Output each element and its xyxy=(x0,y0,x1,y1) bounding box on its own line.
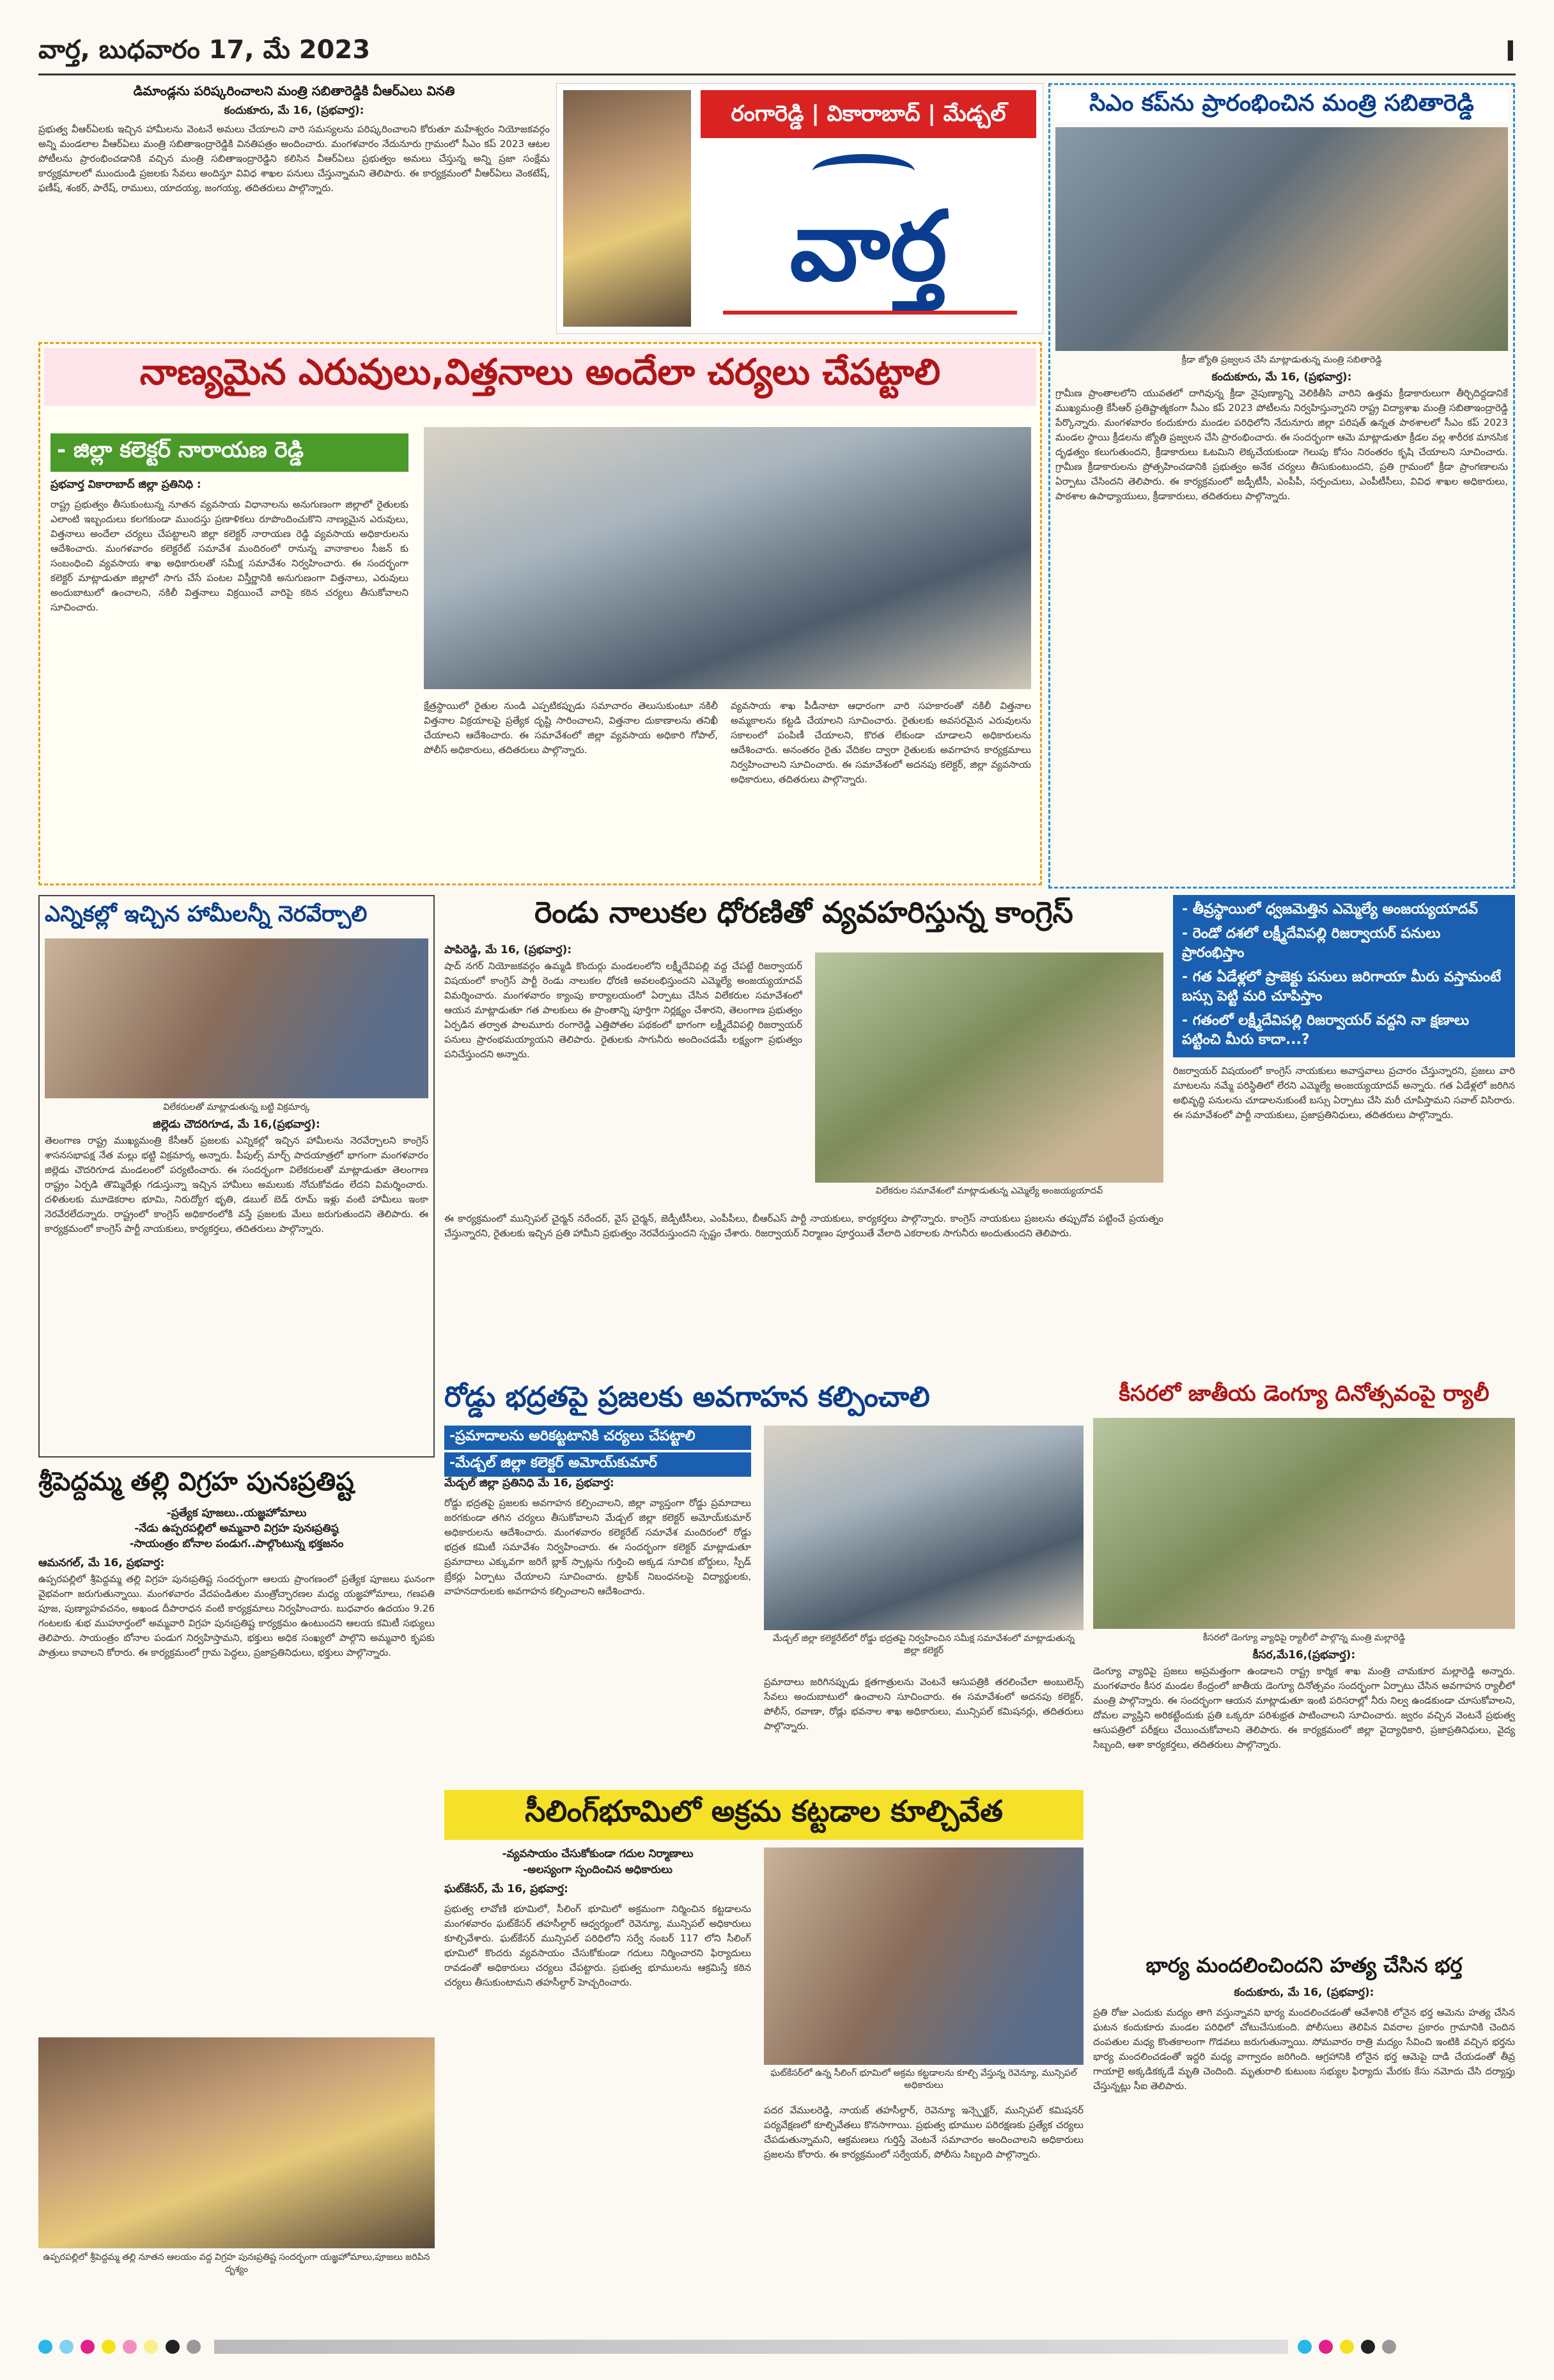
story-subhead-2: -అలస్యంగా స్పందించిన అధికారులు xyxy=(522,1863,673,1876)
story-subhead-1: -వ్యవసాయం చేసుకోకుండా గదుల నిర్మాణాలు xyxy=(502,1847,694,1860)
story-body: షాద్ నగర్ నియోజకవర్గం ఉమ్మడి కొందుర్గు మండలంలోని లక్ష్మీదేవిపల్లి వద్ద చేపట్టే రిజర్వాయర్ విషయంలో కాంగ్రెస్ పార్టీ రెండు నాలుకల ధోరణి అవలంభిస్తుందని ఎమ్మెల్యే అంజయ్యయాదవ్ విమర్శించారు. మంగళవారం క్యాంపు కార్యాలయంలో ఏర్పాటు చేసిన విలేకరుల సమావేశంలో ఆయన మాట్లాడుతూ గత పాలకులు ఈ ప్రాంతాన్ని పూర్తిగా నిర్లక్ష్యం చేశారని, తెలంగాణ ప్రభుత్వం ఏర్పడిన తర్వాత పాలమూరు రంగారెడ్డి ఎత్తిపోతల పథకంలో భాగంగా లక్ష్మీదేవిపల్లి రిజర్వాయర్ పనులు ప్రారంభమయ్యాయని తెలిపారు. రైతులకు సాగునీరు అందించడమే లక్ష్యంగా ప్రభుత్వం పనిచేస్తుందని అన్నారు. xyxy=(444,960,802,1060)
story-congress-highlights xyxy=(1173,895,1515,1368)
story-dateline: కందుకూరు, మే 16, (ప్రభవార్త): xyxy=(224,104,364,117)
story-body: రాష్ట్ర ప్రభుత్వం తీసుకుంటున్న నూతన వ్యవసాయ విధానాలను అనుగుణంగా జిల్లాలో రైతులకు ఎలాంటి ఇబ్బందులు కలగకుండా ముందస్తు ప్రణాళికలు రూపొందించుకొని నాణ్యమైన ఎరువులు, విత్తనాలు అందేలా చర్యలు చేపట్టాలని జిల్లా కలెక్టర్ నారాయణ రెడ్డి వ్యవసాయ అధికారులను ఆదేశించారు. మంగళవారం కలెక్టరేట్ సమావేశ మందిరంలో రానున్న వానాకాలం సీజన్ కు సంబంధించి వ్యవసాయ శాఖ అధికారులతో సమీక్ష సమావేశం నిర్వహించారు. ఈ సందర్భంగా కలెక్టర్ మాట్లాడుతూ జిల్లాలో సాగు చేసే పంటల విస్తీర్ణానికి అనుగుణంగా విత్తనాలు, ఎరువులు అందుబాటులో ఉంచాలని, నకిలీ విత్తనాలు విక్రయించే వారిపై కఠిన చర్యలు తీసుకోవాలని సూచించారు. xyxy=(51,499,408,613)
story-dateline: పాపిరెడ్డి, మే 16, (ప్రభవార్త): xyxy=(444,944,572,956)
print-color-bar xyxy=(38,2340,1516,2359)
story-idol xyxy=(38,1467,435,2324)
story-headline: సీలింగ్‌భూమిలో అక్రమ కట్టడాల కూల్చివేత xyxy=(444,1790,1084,1840)
story-body: ప్రతి రోజు ఎందుకు మద్యం తాగి వస్తున్నావని భార్య మందలించడంతో ఆవేశానికి లోనైన భర్త ఆమెను హత్య చేసిన ఘటన కందుకూరు మండల పరిధిలో చోటుచేసుకుంది. పోలీసులు తెలిపిన వివరాల ప్రకారం గ్రామానికి చెందిన దంపతుల మధ్య కొంతకాలంగా గొడవలు జరుగుతున్నాయి. సోమవారం రాత్రి మద్యం సేవించి ఇంటికి వచ్చిన భర్తను భార్య మందలించడంతో ఇద్దరి మధ్య వాగ్వాదం జరిగింది. ఆగ్రహానికి లోనైన భర్త ఆమెపై దాడి చేయడంతో తీవ్ర గాయాలై అక్కడికక్కడే మృతి చెందింది. మృతురాలి కుటుంబ సభ్యుల ఫిర్యాదు మేరకు కేసు నమోదు చేసి దర్యాప్తు చేస్తున్నట్లు సీఐ తెలిపారు. xyxy=(1093,2007,1515,2092)
yellow-dot xyxy=(102,2340,116,2354)
highlights-box xyxy=(1173,895,1515,1057)
page-header xyxy=(38,35,1516,75)
story-body: ప్రభుత్వ వీఆర్ఏలకు ఇచ్చిన హామీలను వెంటనే అమలు చేయాలని వారి సమస్యలను పరిష్కరించాలని కోరుతూ మహేశ్వరం నియోజకవర్గం అన్ని మండలాల వీఆర్ఏలు మంత్రి సబితాఇంద్రారెడ్డికి వినతిపత్రం అందించారు. మంగళవారం నేదునూరు గ్రామంలో సీఎం కప్ 2023 ఆటల పోటీలను ప్రారంభించడానికి వచ్చిన మంత్రి సబితాఇంద్రారెడ్డిని కలిసిన వీఆర్ఏలు ప్రభుత్వం అమలు చేస్తున్న అన్ని ప్రజా సంక్షేమ కార్యక్రమాలలో ముందుండి ప్రజలకు సేవలు అందిస్తూ వివిధ శాఖల పనులు చేస్తున్నామని తెలిపారు. ఈ కార్యక్రమంలో వీఆర్ఏలు వెంకటేష్, ఫణీష్, శంకర్, పారేష్, రాములు, యాదయ్య, జంగయ్య, తదితరులు పాల్గొన్నారు. xyxy=(38,123,550,194)
cyan-dot xyxy=(1298,2340,1312,2354)
yellow-dot xyxy=(1340,2340,1354,2354)
cyan-dot xyxy=(38,2340,52,2354)
gray-dot xyxy=(1382,2340,1396,2354)
logo-underline xyxy=(723,311,1017,315)
story-seeds xyxy=(38,342,1042,885)
story-subhead: - జిల్లా కలెక్టర్ నారాయణ రెడ్డి xyxy=(51,433,408,472)
story-dateline: కందుకూరు, మే 16, (ప్రభవార్త): xyxy=(1211,371,1352,384)
magenta-dot xyxy=(81,2340,95,2354)
story-subhead-2: -మేడ్చల్ జిల్లా కలెక్టర్ అమోయ్‌కుమార్ xyxy=(444,1452,751,1477)
story-dateline: జిల్లెడు చౌదరిగూడ, మే 16,(ప్రభవార్త): xyxy=(153,1118,320,1131)
story-photo xyxy=(764,1426,1084,1630)
story-photo xyxy=(815,953,1163,1183)
page-number: I xyxy=(1505,35,1516,68)
story-caption: విలేకరులతో మాట్లాడుతున్న బట్టి విక్రమార్క xyxy=(163,1102,310,1112)
story-cm-cup xyxy=(1048,83,1515,889)
story-headline: రోడ్డు భద్రతపై ప్రజలకు అవగాహన కల్పించాలి xyxy=(444,1381,930,1413)
gray-dot xyxy=(187,2340,201,2354)
story-caption: ఉప్పరపల్లిలో శ్రీపెద్దమ్మ తల్లి నూతన ఆలయం వద్ద విగ్రహ పునఃప్రతిష్ట సందర్భంగా యజ్ఞహోమాలు,పూజలు జరిపిన దృశ్యం xyxy=(43,2252,430,2275)
story-caption: కీసరలో డెంగ్యూ వ్యాధిపై ర్యాలీలో పాల్గొన్న మంత్రి మల్లారెడ్డి xyxy=(1202,1633,1406,1643)
magenta-dot xyxy=(1319,2340,1333,2354)
story-congress xyxy=(444,895,1163,1368)
story-photo xyxy=(1055,127,1508,351)
temple-image xyxy=(563,90,691,327)
story-body: డెంగ్యూ వ్యాధిపై ప్రజలు అప్రమత్తంగా ఉండాలని రాష్ట్ర కార్మిక శాఖ మంత్రి చామకూర మల్లారెడ్డి అన్నారు. మంగళవారం కీసర మండల కేంద్రంలో జాతీయ డెంగ్యూ దినోత్సవం సందర్భంగా ఏర్పాటు చేసిన అవగాహన ర్యాలీలో మంత్రి పాల్గొన్నారు. ఈ సందర్భంగా ఆయన మాట్లాడుతూ ఇంటి పరిసరాల్లో నీరు నిల్వ ఉండకుండా చూసుకోవాలని, దోమల వ్యాప్తిని అరికట్టేందుకు ప్రతి ఒక్కరూ పరిశుభ్రత పాటించాలని సూచించారు. జ్వరం వచ్చిన వెంటనే ప్రభుత్వ ఆసుపత్రిలో పరీక్షలు చేయించుకోవాలని తెలిపారు. ఈ కార్యక్రమంలో జిల్లా వైద్యాధికారి, ప్రజాప్రతినిధులు, వైద్య సిబ్బంది, ఆశా కార్యకర్తలు, తదితరులు పాల్గొన్నారు. xyxy=(1093,1665,1515,1750)
story-headline: కీసరలో జాతీయ డెంగ్యూ దినోత్సవంపై ర్యాలీ xyxy=(1119,1381,1489,1406)
story-caption: విలేకరుల సమావేశంలో మాట్లాడుతున్న ఎమ్మెల్యే అంజయ్యయాదవ్ xyxy=(875,1186,1103,1196)
story-headline: ఎన్నికల్లో ఇచ్చిన హామీలన్నీ నెరవేర్చాలి xyxy=(45,901,368,927)
highlight-item: - గతంలో లక్ష్మీదేవిపల్లి రిజర్వాయర్ వద్దని నా క్షణాలు పట్టించి మీరు కాదా...? xyxy=(1182,1013,1470,1048)
story-body: తెలంగాణ రాష్ట్ర ముఖ్యమంత్రి కేసీఆర్ ప్రజలకు ఎన్నికల్లో ఇచ్చిన హామీలను నెరవేర్చాలని కాంగ్రెస్ శాసనసభాపక్ష నేత మల్లు భట్టి విక్రమార్క అన్నారు. పీపుల్స్ మార్చ్ పాదయాత్రలో భాగంగా మంగళవారం జిల్లెడు చౌదరిగూడ మండలంలో పర్యటించారు. ఈ సందర్భంగా విలేకరులతో మాట్లాడుతూ తెలంగాణ రాష్ట్రం ఏర్పడి తొమ్మిదేళ్లు గడుస్తున్నా ఇచ్చిన హామీలు అమలుకు నోచుకోవడం లేదని విమర్శించారు. దళితులకు మూడెకరాల భూమి, నిరుద్యోగ భృతి, డబుల్ బెడ్ రూమ్ ఇళ్లు వంటి హామీలు ఇంకా నెరవేరలేదన్నారు. రాష్ట్రంలో కాంగ్రెస్ అధికారంలోకి వస్తే ప్రజలకు మేలు జరుగుతుందని తెలిపారు. ఈ కార్యక్రమంలో కాంగ్రెస్ పార్టీ నాయకులు, కార్యకర్తలు, తదితరులు పాల్గొన్నారు. xyxy=(45,1135,428,1234)
story-body-2: ప్రమాదాలు జరిగినప్పుడు క్షతగాత్రులను వెంటనే ఆసుపత్రికి తరలించేలా అంబులెన్స్ సేవలు అందుబాటులో ఉంచాలని సూచించారు. ఈ సమావేశంలో అదనపు కలెక్టర్, పోలీస్, రవాణా, రోడ్లు భవనాల శాఖ అధికారులు, మున్సిపల్ కమిషనర్లు, తదితరులు పాల్గొన్నారు. xyxy=(764,1676,1084,1732)
page-header-title: వార్త, బుధవారం 17, మే 2023 xyxy=(38,35,371,65)
story-dateline: ప్రభవార్త వికారాబాద్ జిల్లా ప్రతినిధి : xyxy=(51,478,201,491)
story-dateline: ఘట్‌కేసర్, మే 16, ప్రభవార్త: xyxy=(444,1883,568,1895)
highlight-item: - తీవ్రస్థాయిలో ధ్వజమెత్తిన ఎమ్మెల్యే అంజయ్యయాదవ్ xyxy=(1182,901,1478,917)
story-road xyxy=(444,1381,1084,1777)
story-subhead-1: -ప్రమాదాలను అరికట్టటానికి చర్యలు చేపట్టాలి xyxy=(444,1426,751,1450)
story-body-2: ఈ కార్యక్రమంలో మున్సిపల్ చైర్మన్ నరేందర్, వైస్ చైర్మన్, జెడ్పీటీసీలు, ఎంపీపీలు, బీఆర్ఎస్ పార్టీ నాయకులు, కార్యకర్తలు పాల్గొన్నారు. కాంగ్రెస్ నాయకులు ప్రజలను తప్పుదోవ పట్టించే ప్రయత్నం చేస్తున్నారని, రైతులకు ఇచ్చిన ప్రతి హామీని ప్రభుత్వం నెరవేరుస్తుందని స్పష్టం చేశారు. రిజర్వాయర్ నిర్మాణం పూర్తయితే వేలాది ఎకరాలకు సాగునీరు అందుతుందని తెలిపారు. xyxy=(444,1213,1163,1239)
story-headline: సిఎం కప్‌ను ప్రారంభించిన మంత్రి సబితారెడ్డి xyxy=(1055,90,1508,122)
yellow-dot xyxy=(144,2340,158,2354)
story-body: ఉప్పరపల్లిలో శ్రీపెద్దమ్మ తల్లి విగ్రహ పునఃప్రతిష్ట సందర్భంగా ఆలయ ప్రాంగణంలో ప్రత్యేక పూజలు ఘనంగా వైభవంగా జరుగుతున్నాయి. మంగళవారం వేదపండితుల మంత్రోచ్ఛారణల మధ్య యజ్ఞహోమాలు, గణపతి పూజ, పుణ్యాహవచనం, అఖండ దీపారాధన వంటి కార్యక్రమాలు నిర్వహించారు. బుధవారం ఉదయం 9.26 గంటలకు శుభ ముహూర్తంలో అమ్మవారి విగ్రహ పునఃప్రతిష్ట కార్యక్రమం ఉంటుందని ఆలయ కమిటీ సభ్యులు తెలిపారు. సాయంత్రం బోనాల పండుగ నిర్వహిస్తామని, భక్తులు అధిక సంఖ్యలో పాల్గొని అమ్మవారి కృపకు పాత్రులు కావాలని కోరారు. ఈ కార్యక్రమంలో గ్రామ పెద్దలు, ప్రజాప్రతినిధులు, భక్తులు పాల్గొన్నారు. xyxy=(38,1573,435,1658)
story-caption: క్రీడా జ్యోతి ప్రజ్వలన చేసి మాట్లాడుతున్న మంత్రి సబితారెడ్డి xyxy=(1181,355,1382,365)
gray-bar xyxy=(214,2340,1288,2354)
bird-icon xyxy=(812,154,915,189)
story-caption: మేడ్చల్ జిల్లా కలెక్టరేట్‌లో రోడ్డు భద్రతపై నిర్వహించిన సమీక్ష సమావేశంలో మాట్లాడుతున్న జిల్లా కలెక్టర్ xyxy=(773,1633,1075,1656)
story-photo xyxy=(424,427,1031,689)
story-body-2: క్షేత్రస్థాయిలో రైతుల నుండి ఎప్పటికప్పుడు సమాచారం తెలుసుకుంటూ నకిలీ విత్తనాల విక్రయాలపై ప్రత్యేక దృష్టి సారించాలని, విత్తనాల దుకాణాలను తనిఖీ చేయాలని ఆదేశించారు. ఈ సమావేశంలో జిల్లా వ్యవసాయ అధికారి గోపాల్, పోలీస్ అధికారులు, తదితరులు పాల్గొన్నారు. xyxy=(424,700,718,756)
story-promises xyxy=(38,895,435,1458)
edition-banner: రంగారెడ్డి | వికారాబాద్ | మేడ్చల్ xyxy=(701,90,1036,138)
story-photo xyxy=(764,1847,1084,2065)
story-subhead-2: -నేడు ఉప్పరపల్లిలో అమ్మవారి విగ్రహ పునఃప్రతిష్ఠ xyxy=(134,1522,339,1535)
story-subhead-3: -సాయంత్రం బోనాల పండుగ..పాల్గొంటున్న భక్తజనం xyxy=(129,1537,344,1550)
cyan-dot xyxy=(59,2340,74,2354)
story-ceiling xyxy=(444,1790,1084,2327)
story-body-2: పదర వేములరెడ్డి, నాయబ్ తహసీల్దార్, రెవెన్యూ ఇన్స్పెక్టర్, మున్సిపల్ కమిషనర్ పర్యవేక్షణలో కూల్చివేతలు కొనసాగాయి. ప్రభుత్వ భూముల పరిరక్షణకు ప్రత్యేక చర్యలు చేపడుతున్నామని, ఆక్రమణలు గుర్తిస్తే వెంటనే సమాచారం అందించాలని అధికారులు ప్రజలను కోరారు. ఈ కార్యక్రమంలో సర్వేయర్, పోలీసు సిబ్బంది పాల్గొన్నారు. xyxy=(764,2104,1084,2160)
story-dateline: కందుకూరు, మే 16, (ప్రభవార్త): xyxy=(1234,1986,1374,1999)
magenta-dot xyxy=(123,2340,137,2354)
story-headline: భార్య మందలించిందని హత్య చేసిన భర్త xyxy=(1146,1953,1463,1977)
story-body: రిజర్వాయర్ విషయంలో కాంగ్రెస్ నాయకులు అవాస్తవాలు ప్రచారం చేస్తున్నారని, ప్రజలు వారి మాటలను నమ్మే పరిస్థితిలో లేరని ఎమ్మెల్యే అంజయ్యయాదవ్ అన్నారు. గత ఏడేళ్లలో జరిగిన అభివృద్ధి పనులను చూడాలనుకుంటే బస్సు ఏర్పాటు చేసి మరీ చూపిస్తామని సవాల్ విసిరారు. ఈ సమావేశంలో పార్టీ నాయకులు, ప్రజాప్రతినిధులు, తదితరులు పాల్గొన్నారు. xyxy=(1173,1065,1515,1121)
highlight-item: - రెండో దశలో లక్ష్మీదేవిపల్లి రిజర్వాయర్ పనులు ప్రారంభిస్తాం xyxy=(1182,926,1441,961)
black-dot xyxy=(1361,2340,1375,2354)
story-murder xyxy=(1093,1953,1515,2327)
story-headline: నాణ్యమైన ఎరువులు,విత్తనాలు అందేలా చర్యలు చేపట్టాలి xyxy=(44,348,1036,406)
story-photo xyxy=(1093,1418,1515,1629)
story-body: ప్రభుత్వ లావోణి భూమిలో, సీలింగ్ భూమిలో అక్రమంగా నిర్మించిన కట్టడాలను మంగళవారం ఘట్‌కేసర్ తహసీల్దార్ ఆధ్వర్యంలో రెవెన్యూ, మున్సిపల్ అధికారులు కూల్చివేశారు. ఘట్‌కేసర్ మున్సిపల్ పరిధిలోని సర్వే నంబర్ 117 లోని సీలింగ్ భూమిలో కొందరు వ్యవసాయం చేసుకోకుండా గదులు నిర్మించారని ఫిర్యాదులు రావడంతో అధికారులు చర్యలు చేపట్టారు. ప్రభుత్వ భూములను ఆక్రమిస్తే కఠిన చర్యలు తీసుకుంటామని తహసీల్దార్ హెచ్చరించారు. xyxy=(444,1903,751,1988)
story-body: గ్రామీణ ప్రాంతాలలోని యువతలో దాగివున్న క్రీడా నైపుణ్యాన్ని వెలికితీసి వారిని ఉత్తమ క్రీడాకారులుగా తీర్చిదిద్దడానికే ముఖ్యమంత్రి కేసీఆర్ ప్రతిష్టాత్మకంగా సీఎం కప్ 2023 పోటీలను నిర్వహిస్తున్నారని రాష్ట్ర విద్యాశాఖ మంత్రి సబితాఇంద్రారెడ్డి పేర్కొన్నారు. మంగళవారం కందుకూరు మండల పరిధిలోని నేదునూరు జిల్లా పరిషత్ ఉన్నత పాఠశాలలో సీఎం కప్ 2023 మండల స్థాయి క్రీడలను జ్యోతి ప్రజ్వలన చేసి ప్రారంభించారు. ఈ సందర్భంగా ఆమె మాట్లాడుతూ క్రీడల వల్ల శారీరక మానసిక దృఢత్వం కలుగుతుందని, క్రీడాకారులు ఓటమిని లెక్కచేయకుండా గెలుపు కోసం నిరంతరం కృషి చేయాలని సూచించారు. గ్రామీణ క్రీడాకారులను ప్రోత్సహించడానికి ప్రభుత్వం అనేక చర్యలు తీసుకుంటుందని, ప్రతి గ్రామంలో క్రీడా ప్రాంగణాలను ఏర్పాటు చేసిందని తెలిపారు. ఈ కార్యక్రమంలో జడ్పీటీసీ, ఎంపీపీ, సర్పంచులు, ఎంపీటీసీలు, వివిధ శాఖల అధికారులు, పాఠశాల ఉపాధ్యాయులు, క్రీడాకారులు, తదితరులు పాల్గొన్నారు. xyxy=(1055,387,1508,502)
story-headline: డిమాండ్లను పరిష్కరించాలని మంత్రి సబితారెడ్డికి వీఆర్ఎలు వినతి xyxy=(133,83,455,98)
story-body-3: వ్యవసాయ శాఖ పీడీనాటా ఆధారంగా వారి సహకారంతో నకిలీ విత్తనాల అమ్మకాలను కట్టడి చేయాలని సూచించారు. రైతులకు అవసరమైన ఎరువులను సకాలంలో పంపిణీ చేయాలని, కొరత లేకుండా చూడాలని అధికారులను ఆదేశించారు. అనంతరం రైతు వేదికల ద్వారా రైతులకు అవగాహన కార్యక్రమాలు నిర్వహించాలని సూచించారు. ఈ సమావేశంలో అదనపు కలెక్టర్, జిల్లా వ్యవసాయ అధికారులు, తదితరులు పాల్గొన్నారు. xyxy=(731,700,1031,785)
story-dateline: కీసర,మే16,(ప్రభవార్త): xyxy=(1252,1649,1356,1661)
story-photo xyxy=(38,2037,435,2248)
black-dot xyxy=(166,2340,180,2354)
story-body: రోడ్డు భద్రతపై ప్రజలకు అవగాహన కల్పించాలని, జిల్లా వ్యాప్తంగా రోడ్డు ప్రమాదాలు జరగకుండా తగిన చర్యలు తీసుకోవాలని మేడ్చల్ జిల్లా కలెక్టర్ అమోయ్‌కుమార్ అధికారులను ఆదేశించారు. మంగళవారం కలెక్టరేట్ సమావేశ మందిరంలో రోడ్డు భద్రత కమిటీ సమావేశం నిర్వహించారు. ఈ సందర్భంగా కలెక్టర్ మాట్లాడుతూ ప్రమాదాలు ఎక్కువగా జరిగే బ్లాక్ స్పాట్లను గుర్తించి అక్కడ సూచిక బోర్డులు, స్పీడ్ బ్రేకర్లు ఏర్పాటు చేయాలని సూచించారు. ట్రాఫిక్ నిబంధనలపై విద్యార్థులకు, వాహనదారులకు అవగాహన కల్పించాలని ఆదేశించారు. xyxy=(444,1497,751,1597)
story-headline: శ్రీపెద్దమ్మ తల్లి విగ్రహ పునఃప్రతిష్ట xyxy=(38,1467,354,1497)
story-dengue xyxy=(1093,1381,1515,1943)
highlight-item: - గత ఏడేళ్లలో ప్రాజెక్టు పనులు జరిగాయా మీరు వస్తామంటే బస్సు పెట్టి మరి చూపిస్తాం xyxy=(1182,969,1501,1004)
story-subhead-1: -ప్రత్యేక పూజలు..యజ్ఞహోమాలు xyxy=(166,1507,307,1520)
masthead xyxy=(556,83,1043,334)
story-dateline: ఆమనగల్, మే 16, ప్రభవార్త: xyxy=(38,1557,165,1569)
story-caption: ఘట్‌కేసర్‌లో ఉన్న సీలింగ్ భూమిలో అక్రమ కట్టడాలను కూల్చి వేస్తున్న రెవెన్యూ, మున్సిపల్ అధికారులు xyxy=(770,2068,1077,2090)
masthead-logo: వార్త xyxy=(789,191,947,302)
story-dateline: మేడ్చల్ జిల్లా ప్రతినిధి మే 16, ప్రభవార్త: xyxy=(444,1477,614,1489)
story-demands xyxy=(38,83,550,332)
story-photo xyxy=(45,938,428,1098)
story-headline: రెండు నాలుకల ధోరణితో వ్యవహరిస్తున్న కాంగ్రెస్ xyxy=(534,895,1073,929)
